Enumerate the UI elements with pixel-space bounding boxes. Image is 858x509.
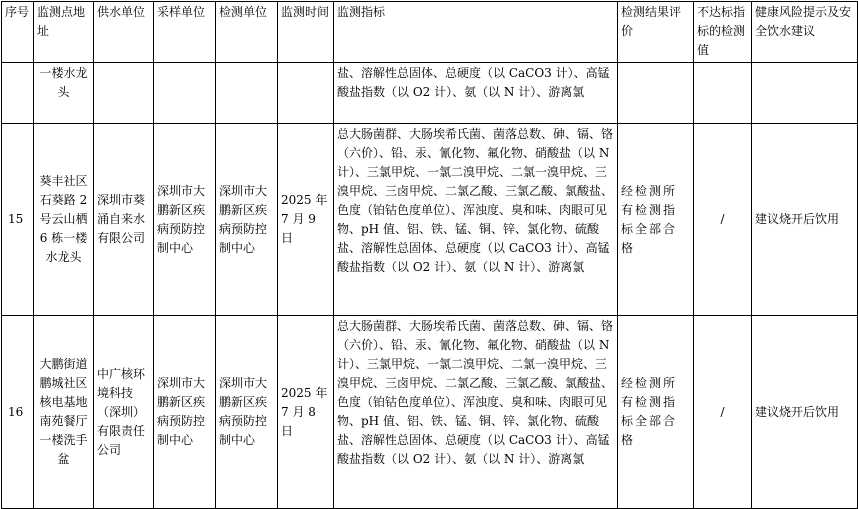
header-site: 监测点地址 [34,2,94,63]
cell-tester: 深圳市大鹏新区疾病预防控制中心 [216,124,278,316]
cell-unqualified: / [694,316,752,509]
cell-seq: 15 [2,124,34,316]
cell-indicators: 总大肠菌群、大肠埃希氏菌、菌落总数、砷、镉、铬（六价）、铅、汞、氰化物、氟化物、硝酸盐（以 N 计）、三氯甲烷、一氯二溴甲烷、二氯一溴甲烷、三溴甲烷、三卤甲烷、二氯乙酸、三氯乙酸、氯酸盐、色度（铂钴色度单位）、浑浊度、臭和味、肉眼可见物、pH 值、铝、铁、锰、铜、锌、氯化物、硫酸盐、溶解性总固体、总硬度（以 CaCO3 计）、高锰酸盐指数（以 O2 计）、氨（以 N 计）、游离氯 [334,124,618,316]
cell-sampler: 深圳市大鹏新区疾病预防控制中心 [154,316,216,509]
cell-unqualified: / [694,124,752,316]
cell-tester [216,63,278,124]
header-unqualified: 不达标指标的检测值 [694,2,752,63]
cell-supplier [94,63,154,124]
header-tester: 检测单位 [216,2,278,63]
water-quality-table [1,1,858,509]
cell-time [278,63,334,124]
cell-time: 2025 年 7 月 9 日 [278,124,334,316]
cell-advice: 建议烧开后饮用 [752,316,858,509]
header-result: 检测结果评价 [618,2,694,63]
cell-advice: 建议烧开后饮用 [752,124,858,316]
cell-advice [752,63,858,124]
cell-supplier: 中广核环境科技（深圳）有限责任公司 [94,316,154,509]
cell-sampler [154,63,216,124]
cell-result: 经检测所有检测指标全部合格 [618,316,694,509]
cell-supplier: 深圳市葵涌自来水有限公司 [94,124,154,316]
cell-sampler: 深圳市大鹏新区疾病预防控制中心 [154,124,216,316]
cell-unqualified [694,63,752,124]
cell-seq: 16 [2,316,34,509]
cell-tester: 深圳市大鹏新区疾病预防控制中心 [216,316,278,509]
cell-time: 2025 年 7 月 8 日 [278,316,334,509]
header-supplier: 供水单位 [94,2,154,63]
header-indicators: 监测指标 [334,2,618,63]
cell-indicators: 总大肠菌群、大肠埃希氏菌、菌落总数、砷、镉、铬（六价）、铅、汞、氰化物、氟化物、硝酸盐（以 N 计）、三氯甲烷、一氯二溴甲烷、二氯一溴甲烷、三溴甲烷、三卤甲烷、二氯乙酸、三氯乙酸、氯酸盐、色度（铂钴色度单位）、浑浊度、臭和味、肉眼可见物、pH 值、铝、铁、锰、铜、锌、氯化物、硫酸盐、溶解性总固体、总硬度（以 CaCO3 计）、高锰酸盐指数（以 O2 计）、氨（以 N 计）、游离氯 [334,316,618,509]
header-time: 监测时间 [278,2,334,63]
cell-site: 大鹏街道鹏城社区核电基地南苑餐厅一楼洗手盆 [34,316,94,509]
cell-seq [2,63,34,124]
table-row [2,316,858,509]
cell-site: 葵丰社区石葵路 2 号云山栖 6 栋一楼水龙头 [34,124,94,316]
cell-result: 经检测所有检测指标全部合格 [618,124,694,316]
header-advice: 健康风险提示及安全饮水建议 [752,2,858,63]
cell-site: 一楼水龙头 [34,63,94,124]
header-row [2,2,858,63]
table-row-continuation [2,63,858,124]
cell-indicators: 盐、溶解性总固体、总硬度（以 CaCO3 计）、高锰酸盐指数（以 O2 计）、氨（以 N 计）、游离氯 [334,63,618,124]
table-row [2,124,858,316]
header-seq: 序号 [2,2,34,63]
header-sampler: 采样单位 [154,2,216,63]
cell-result [618,63,694,124]
